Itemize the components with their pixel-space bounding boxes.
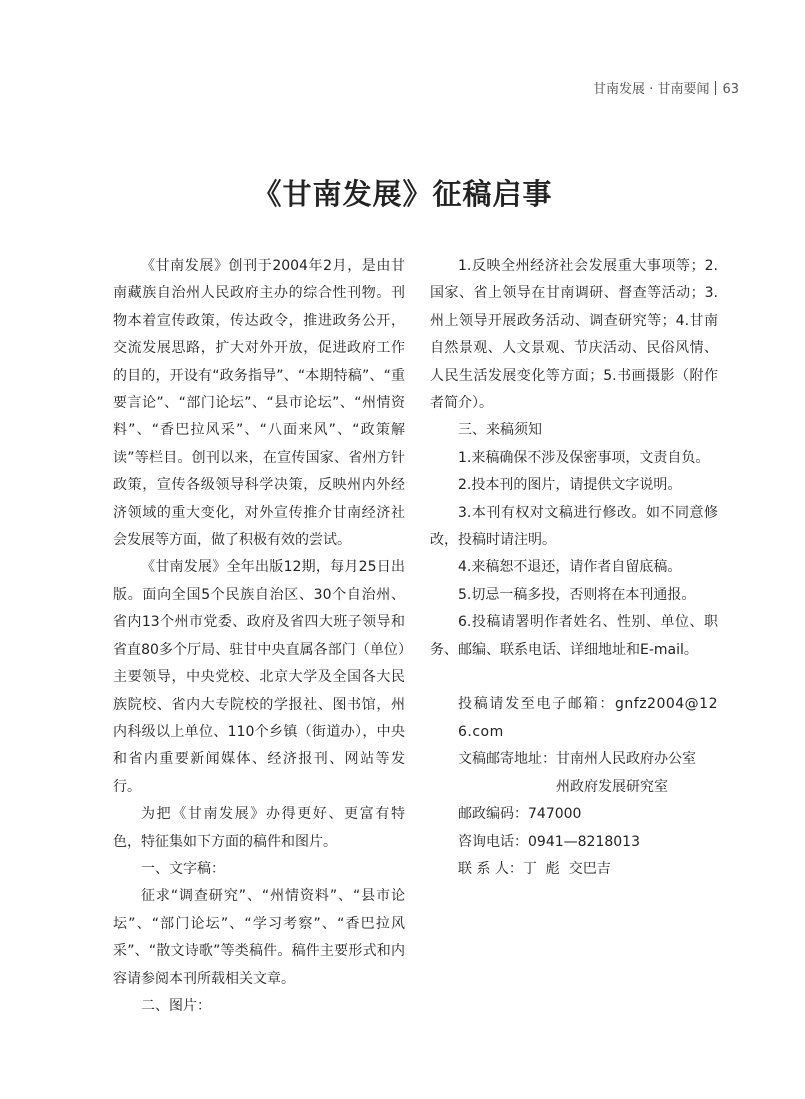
mailing-address bbox=[430, 746, 718, 773]
header-divider bbox=[715, 81, 716, 95]
submission-email: 投稿请发至电子邮箱：gnfz2004@126.com bbox=[458, 696, 718, 740]
intro-paragraph: 《甘南发展》创刊于2004年2月，是由甘南藏族自治州人民政府主办的综合性刊物。刊物本着宣传政策，传达政令，推进政务公开，交流发展思路，扩大对外开放，促进政府工作的目的，开设有“政务指导”、“本期特稿”、“重要言论”、“部门论坛”、“县市论坛”、“州情资料”、“香巴拉风采”、“八面来风”、“政策解读”等栏目。创刊以来，在宣传国家、省州方针政策，宣传各级领导科学决策，反映州内外经济领域的重大变化，对外宣传推介甘南经济社会发展等方面，做了积极有效的尝试。 bbox=[113, 258, 405, 549]
postcode: 邮政编码：747000 bbox=[458, 806, 582, 823]
guideline-item: 5.切忌一稿多投，否则将在本刊通报。 bbox=[458, 586, 696, 603]
section-heading-text: 一、文字稿： bbox=[141, 860, 225, 877]
running-header bbox=[593, 78, 739, 97]
section-heading-guidelines: 三、来稿须知 bbox=[458, 422, 542, 439]
address-line-2: 州政府发展研究室 bbox=[556, 778, 668, 795]
guideline-item: 2.投本刊的图片，请提供文字说明。 bbox=[458, 477, 682, 494]
distribution-paragraph: 《甘南发展》全年出版12期，每月25日出版。面向全国5个民族自治区、30个自治州、省内13个州市党委、政府及省四大班子领导和省直80多个厅局、驻甘中央直属各部门（单位）主要领导，中央党校、北京大学及全国各大民族院校、省内大专院校的学报社、图书馆，州内科级以上单位、110个乡镇（街道办），中央和省内重要新闻媒体、经济报刊、网站等发行。 bbox=[113, 559, 405, 795]
guideline-item: 6.投稿请署明作者姓名、性别、单位、职务、邮编、联系电话、详细地址和E-mail。 bbox=[430, 614, 718, 658]
image-topics-paragraph: 1.反映全州经济社会发展重大事项等；2.国家、省上领导在甘南调研、督查等活动；3.州上领导开展政务活动、调查研究等；4.甘南自然景观、人文景观、节庆活动、民俗风情、人民生活发展变化等方面；5.书画摄影（附作者简介）。 bbox=[430, 258, 718, 412]
left-column bbox=[113, 253, 405, 1020]
guideline-item: 3.本刊有权对文稿进行修改。如不同意修改，投稿时请注明。 bbox=[430, 504, 718, 549]
address-label: 文稿邮寄地址： bbox=[458, 751, 556, 768]
address-line-1: 甘南州人民政府办公室 bbox=[556, 751, 696, 768]
guideline-item: 4.来稿恕不退还，请作者自留底稿。 bbox=[458, 559, 682, 576]
page-title: 《甘南发展》征稿启事 bbox=[252, 177, 553, 211]
text-submission-paragraph: 征求“调查研究”、“州情资料”、“县市论坛”、“部门论坛”、“学习考察”、“香巴拉风采”、“散文诗歌”等类稿件。稿件主要形式和内容请参阅本刊所载相关文章。 bbox=[113, 888, 405, 987]
call-paragraph: 为把《甘南发展》办得更好、更富有特色，特征集如下方面的稿件和图片。 bbox=[113, 806, 405, 850]
page-number: 63 bbox=[722, 82, 739, 97]
phone: 咨询电话：0941—8218013 bbox=[458, 833, 640, 850]
guideline-item: 1.来稿确保不涉及保密事项，文责自负。 bbox=[458, 449, 710, 466]
header-section: 甘南发展 · 甘南要闻 bbox=[593, 82, 710, 97]
contact-persons: 联 系 人：丁 彪 交巴吉 bbox=[458, 860, 611, 877]
section-heading-images: 二、图片： bbox=[141, 997, 211, 1014]
right-column bbox=[430, 253, 718, 883]
spacer bbox=[430, 664, 718, 691]
